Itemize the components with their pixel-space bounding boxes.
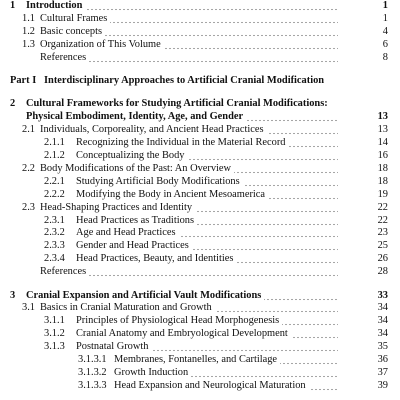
toc-entry-title-text: Recognizing the Individual in the Material Record — [76, 137, 288, 148]
toc-entry-title — [76, 175, 338, 188]
toc-entry-number: 3.1 — [22, 302, 35, 314]
toc-entry-title — [76, 188, 338, 201]
toc-entry-title — [76, 340, 338, 353]
toc-entry-number: 2 — [10, 98, 16, 110]
toc-entry-title-text: Cranial Anatomy and Embryological Development — [76, 328, 291, 339]
toc-entry-title-text: References — [40, 266, 89, 277]
toc-entry[interactable] — [0, 265, 400, 278]
toc-entry-number: 2.2.1 — [44, 175, 65, 187]
toc-entry[interactable] — [0, 340, 400, 353]
toc-entry[interactable] — [0, 136, 400, 149]
toc-entry-number: 3 — [10, 289, 16, 301]
toc-entry-number: 2.3.3 — [44, 240, 65, 252]
toc-entry[interactable] — [0, 353, 400, 366]
toc-entry[interactable] — [0, 301, 400, 314]
toc-entry-number: 1.2 — [22, 25, 35, 37]
toc-entry[interactable] — [0, 12, 400, 25]
toc-entry-title-text: Postnatal Growth — [76, 341, 151, 352]
toc-entry-title-text: Interdisciplinary Approaches to Artificial Cranial Modification — [44, 75, 325, 86]
toc-entry-page: 1 — [382, 0, 388, 11]
toc-entry-title-text: Head Expansion and Neurological Maturation — [114, 380, 309, 391]
toc-entry[interactable] — [0, 38, 400, 51]
toc-entry-page: 14 — [377, 137, 388, 149]
toc-entry[interactable] — [0, 252, 400, 265]
toc-entry-number: 2.1.1 — [44, 137, 65, 149]
toc-entry-title-text: Introduction — [26, 0, 85, 11]
toc-entry-title-text: Head Practices, Beauty, and Identities — [76, 253, 236, 264]
toc-entry-page: 1 — [382, 12, 388, 24]
toc-entry-title — [76, 314, 338, 327]
toc-entry-title — [26, 110, 338, 123]
toc-entry-title-text: Growth Induction — [114, 367, 191, 378]
toc-entry-title — [114, 366, 338, 379]
toc-entry-title-text: Principles of Physiological Head Morphogenesis — [76, 315, 282, 326]
toc-entry-title-text: References — [40, 52, 89, 63]
toc-entry-title-text: Basic concepts — [40, 26, 105, 37]
toc-entry-title — [40, 38, 338, 51]
toc-entry[interactable] — [0, 366, 400, 379]
toc-entry-title — [40, 51, 338, 64]
toc-entry-title — [40, 201, 338, 214]
toc-entry-number: 3.1.1 — [44, 315, 65, 327]
toc-entry-title — [40, 25, 338, 38]
toc-entry-title-text: Head Practices as Traditions — [76, 215, 197, 226]
toc-entry-number: 3.1.3.3 — [78, 379, 107, 391]
toc-entry-number: 1.3 — [22, 38, 35, 50]
toc-entry[interactable] — [0, 289, 400, 302]
toc-entry-page: 18 — [377, 162, 388, 174]
toc-entry-title-text: Membranes, Fontanelles, and Cartilage — [114, 354, 280, 365]
toc-entry-number: 3.1.3 — [44, 341, 65, 353]
toc-entry[interactable] — [0, 0, 400, 12]
toc-entry-number: 2.1.2 — [44, 150, 65, 161]
toc-entry-number: 3.1.3.2 — [78, 366, 107, 378]
toc-entry-page: 37 — [377, 366, 388, 378]
toc-entry[interactable] — [0, 74, 400, 87]
toc-entry[interactable] — [0, 327, 400, 340]
toc-entry-page: 28 — [377, 266, 388, 278]
toc-entry-page: 16 — [377, 150, 388, 161]
toc-entry-number: 3.1.3.1 — [78, 354, 107, 365]
toc-entry[interactable] — [0, 149, 400, 162]
toc-entry-page: 34 — [377, 328, 388, 340]
toc-entry-title — [40, 265, 338, 278]
toc-entry-title — [44, 74, 390, 87]
toc-entry-title — [26, 289, 338, 302]
toc-entry-title-text: Gender and Head Practices — [76, 240, 192, 251]
toc-entry-title-text: Cranial Expansion and Artificial Vault Modifications — [26, 290, 264, 301]
toc-entry-page: 13 — [377, 111, 388, 123]
toc-entry-title — [76, 214, 338, 227]
toc-entry-page: 26 — [377, 253, 388, 265]
toc-entry-title — [114, 353, 338, 366]
toc-entry-title-text: Studying Artificial Body Modifications — [76, 176, 243, 187]
toc-entry-title — [40, 123, 338, 136]
toc-entry-number: 3.1.2 — [44, 328, 65, 340]
toc-entry[interactable] — [0, 162, 400, 175]
toc-entry[interactable] — [0, 201, 400, 214]
toc-entry-title-text: Age and Head Practices — [76, 227, 179, 238]
toc-entry-title-text: Individuals, Corporeality, and Ancient Head Practices — [40, 124, 267, 135]
toc-entry-page: 36 — [377, 354, 388, 365]
toc-entry-title-text: Physical Embodiment, Identity, Age, and Gender — [26, 111, 246, 122]
toc-entry-title — [76, 327, 338, 340]
toc-entry-title — [76, 239, 338, 252]
toc-entry-page: 22 — [377, 201, 388, 213]
toc-entry-title-text: Conceptualizing the Body — [76, 150, 188, 161]
toc-entry-page: 35 — [377, 341, 388, 353]
toc-entry-number: 2.3.2 — [44, 227, 65, 239]
toc-entry[interactable] — [0, 188, 400, 201]
toc-entry[interactable] — [0, 314, 400, 327]
toc-entry-page: 18 — [377, 175, 388, 187]
toc-entry-number: 1 — [10, 0, 16, 11]
toc-entry-title — [26, 0, 338, 12]
toc-entry-number: Part I — [10, 75, 37, 86]
toc-entry-page: 25 — [377, 240, 388, 252]
toc-entry-title-text: Cultural Frameworks for Studying Artificial Cranial Modifications: — [26, 98, 328, 110]
toc-entry-title-text: Cultural Frames — [40, 13, 110, 24]
toc-entry-page: 22 — [377, 214, 388, 226]
toc-entry-number: 1.1 — [22, 12, 35, 24]
toc-entry-page: 39 — [377, 379, 388, 391]
toc-entry[interactable] — [0, 226, 400, 239]
toc-entry-page: 4 — [382, 25, 388, 37]
toc-entry[interactable] — [0, 239, 400, 252]
toc-entry-number: 2.3 — [22, 201, 35, 213]
toc-entry-title-text: Basics in Cranial Maturation and Growth — [40, 302, 215, 313]
toc-entry[interactable] — [0, 51, 400, 64]
toc-entry-page: 34 — [377, 315, 388, 327]
toc-entry[interactable] — [0, 175, 400, 188]
toc-entry[interactable] — [0, 123, 400, 136]
toc-entry-number: 2.2 — [22, 162, 35, 174]
toc-entry[interactable] — [0, 97, 400, 110]
toc-entry-number: 2.2.2 — [44, 188, 65, 200]
toc-entry-page: 34 — [377, 302, 388, 314]
toc-entry-number: 2.3.4 — [44, 253, 65, 265]
toc-entry[interactable] — [0, 379, 400, 392]
toc-entry-page: 33 — [377, 289, 388, 301]
toc-entry-title — [40, 12, 338, 25]
toc-entry-page: 8 — [382, 51, 388, 63]
toc-entry-title-text: Modifying the Body in Ancient Mesoamerica — [76, 189, 268, 200]
toc-entry-title — [40, 301, 338, 314]
toc-entry-page: 13 — [377, 124, 388, 136]
toc-entry-number: 2.1 — [22, 124, 35, 136]
toc-entry-page: 6 — [382, 38, 388, 50]
toc-entry-title — [76, 252, 338, 265]
toc-entry-title-text: Body Modifications of the Past: An Overview — [40, 163, 234, 174]
toc-entry-title — [40, 162, 338, 175]
toc-entry[interactable] — [0, 214, 400, 227]
toc-entry-title — [76, 136, 338, 149]
toc-entry-title — [76, 226, 338, 239]
toc-entry-title-text: Head-Shaping Practices and Identity — [40, 202, 195, 213]
toc-entry-number: 2.3.1 — [44, 214, 65, 226]
toc-entry-title-text: Organization of This Volume — [40, 39, 164, 50]
toc-entry[interactable] — [0, 110, 400, 123]
toc-entry-title — [26, 97, 390, 110]
toc-entry-page: 19 — [377, 188, 388, 200]
toc-entry-title — [76, 149, 338, 162]
toc-entry-page: 23 — [377, 227, 388, 239]
toc-entry[interactable] — [0, 25, 400, 38]
toc-entry-title — [114, 379, 338, 392]
